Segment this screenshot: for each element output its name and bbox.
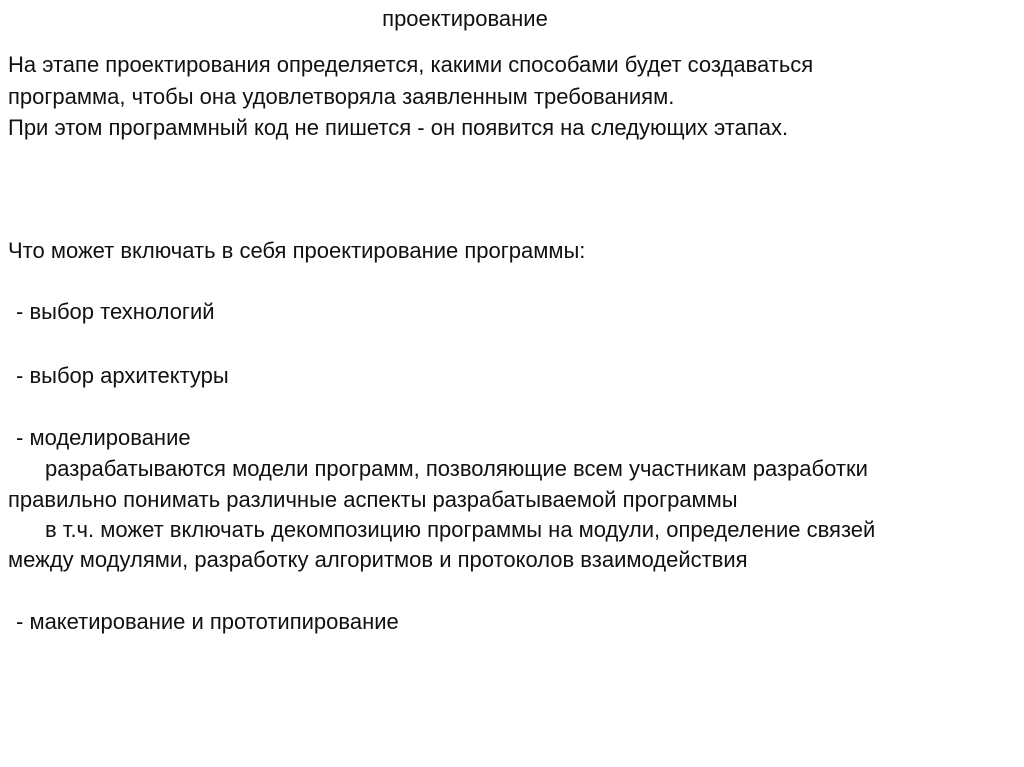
question-line: Что может включать в себя проектирование программы: bbox=[8, 238, 586, 263]
list-item-prototyping: - макетирование и прототипирование bbox=[16, 609, 399, 634]
slide-title: проектирование bbox=[382, 6, 548, 31]
list-item-architecture: - выбор архитектуры bbox=[16, 363, 229, 388]
list-item-technology: - выбор технологий bbox=[16, 299, 215, 324]
modeling-description: правильно понимать различные аспекты разрабатываемой программы bbox=[8, 487, 738, 512]
modeling-description: в т.ч. может включать декомпозицию программы на модули, определение связей bbox=[45, 517, 876, 542]
intro-line: На этапе проектирования определяется, какими способами будет создаваться bbox=[8, 52, 814, 77]
list-item-modeling: - моделирование bbox=[16, 425, 191, 450]
intro-line: программа, чтобы она удовлетворяла заявленным требованиям. bbox=[8, 84, 675, 109]
modeling-description: между модулями, разработку алгоритмов и протоколов взаимодействия bbox=[8, 547, 748, 572]
intro-line: При этом программный код не пишется - он появится на следующих этапах. bbox=[8, 115, 789, 140]
modeling-description: разрабатываются модели программ, позволяющие всем участникам разработки bbox=[45, 456, 868, 481]
